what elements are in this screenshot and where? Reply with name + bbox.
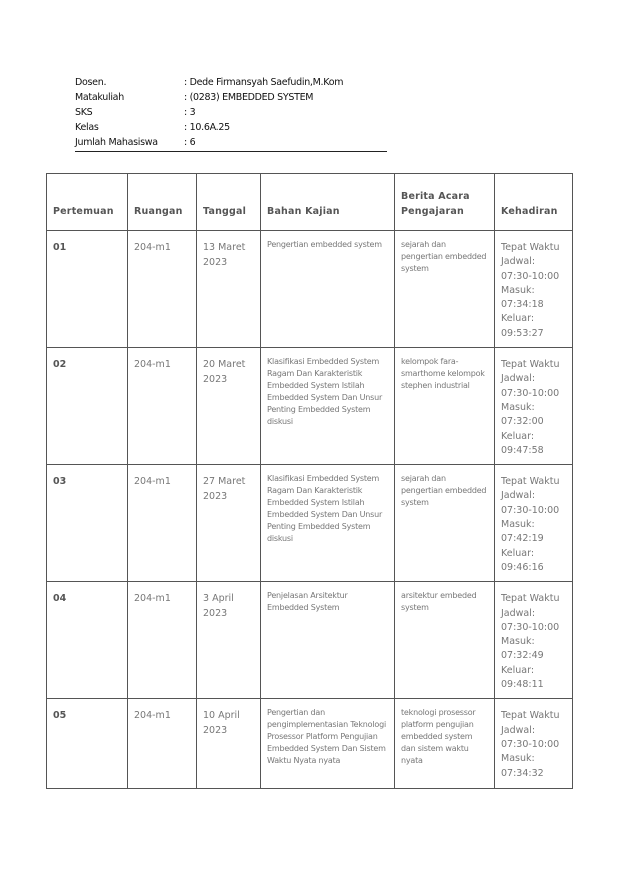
info-row-matakuliah (75, 90, 387, 105)
kehadiran-line: 07:30-10:00 (501, 387, 560, 399)
cell-kehadiran (495, 582, 573, 699)
kehadiran-line: Masuk: (501, 401, 535, 413)
info-value: : 3 (184, 107, 196, 118)
header-ruangan: Ruangan (128, 174, 197, 231)
cell-kehadiran (495, 465, 573, 582)
cell-pertemuan: 01 (47, 231, 128, 348)
header-kehadiran: Kehadiran (495, 174, 573, 231)
cell-pertemuan: 03 (47, 465, 128, 582)
kehadiran-line: 09:48:11 (501, 679, 544, 691)
cell-bahan-kajian: Penjelasan Arsitektur Embedded System (261, 582, 395, 699)
info-value: : 10.6A.25 (184, 122, 230, 133)
kehadiran-line: Tepat Waktu (501, 593, 560, 605)
table-row (47, 699, 573, 789)
kehadiran-line: Keluar: (501, 313, 535, 325)
kehadiran-line: 07:42:19 (501, 533, 544, 545)
cell-berita-acara: sejarah dan pengertian embedded system (395, 231, 495, 348)
cell-tanggal: 20 Maret 2023 (197, 348, 261, 465)
kehadiran-line: 07:30-10:00 (501, 504, 560, 516)
cell-pertemuan: 04 (47, 582, 128, 699)
kehadiran-line: 07:34:32 (501, 767, 544, 779)
cell-bahan-kajian: Klasifikasi Embedded System Ragam Dan Karakteristik Embedded System Istilah Embedded System Dan Unsur Penting Embedded System diskusi (261, 348, 395, 465)
cell-berita-acara: teknologi prosessor platform pengujian embedded system dan sistem waktu nyata (395, 699, 495, 789)
cell-ruangan: 204-m1 (128, 582, 197, 699)
cell-ruangan: 204-m1 (128, 231, 197, 348)
kehadiran-line: Jadwal: (501, 607, 536, 619)
cell-berita-acara: sejarah dan pengertian embedded system (395, 465, 495, 582)
table-row (47, 348, 573, 465)
kehadiran-line: 09:47:58 (501, 444, 544, 456)
cell-pertemuan: 02 (47, 348, 128, 465)
cell-bahan-kajian: Pengertian embedded system (261, 231, 395, 348)
table-row (47, 582, 573, 699)
info-label: Matakuliah (75, 92, 124, 103)
cell-kehadiran (495, 348, 573, 465)
kehadiran-line: Tepat Waktu (501, 476, 560, 488)
cell-ruangan: 204-m1 (128, 699, 197, 789)
table-header-row (47, 174, 573, 231)
kehadiran-line: Jadwal: (501, 724, 536, 736)
table-row (47, 465, 573, 582)
header-bahan-kajian: Bahan Kajian (261, 174, 395, 231)
kehadiran-line: Masuk: (501, 519, 535, 531)
kehadiran-line: Keluar: (501, 430, 535, 442)
kehadiran-line: 07:30-10:00 (501, 270, 560, 282)
cell-bahan-kajian: Klasifikasi Embedded System Ragam Dan Karakteristik Embedded System Istilah Embedded System Dan Unsur Penting Embedded System diskusi (261, 465, 395, 582)
cell-ruangan: 204-m1 (128, 348, 197, 465)
kehadiran-line: Masuk: (501, 284, 535, 296)
kehadiran-line: Masuk: (501, 753, 535, 765)
kehadiran-line: Tepat Waktu (501, 242, 560, 253)
kehadiran-line: Tepat Waktu (501, 710, 560, 722)
cell-ruangan: 204-m1 (128, 465, 197, 582)
attendance-table (46, 173, 573, 789)
cell-berita-acara: arsitektur embeded system (395, 582, 495, 699)
kehadiran-line: Keluar: (501, 547, 535, 559)
info-row-dosen (75, 75, 387, 90)
kehadiran-line: Jadwal: (501, 256, 536, 268)
kehadiran-line: 07:34:18 (501, 299, 544, 311)
kehadiran-line: 09:53:27 (501, 327, 544, 339)
info-label: Jumlah Mahasiswa (75, 137, 158, 148)
cell-kehadiran (495, 699, 573, 789)
cell-pertemuan: 05 (47, 699, 128, 789)
cell-bahan-kajian: Pengertian dan pengimplementasian Teknologi Prosessor Platform Pengujian Embedded System Dan Sistem Waktu Nyata nyata (261, 699, 395, 789)
cell-tanggal: 10 April 2023 (197, 699, 261, 789)
info-label: Kelas (75, 122, 99, 133)
kehadiran-line: 07:32:49 (501, 650, 544, 662)
cell-tanggal: 13 Maret 2023 (197, 231, 261, 348)
info-label: SKS (75, 107, 93, 118)
header-pertemuan: Pertemuan (47, 174, 128, 231)
kehadiran-line: Masuk: (501, 636, 535, 648)
cell-tanggal: 27 Maret 2023 (197, 465, 261, 582)
info-value: : 6 (184, 137, 196, 148)
cell-berita-acara: kelompok fara-smarthome kelompok stephen industrial (395, 348, 495, 465)
kehadiran-line: 07:30-10:00 (501, 621, 560, 633)
info-row-jumlah-mahasiswa (75, 135, 387, 150)
kehadiran-line: 09:46:16 (501, 561, 544, 573)
info-value: : Dede Firmansyah Saefudin,M.Kom (184, 77, 344, 88)
table-row (47, 231, 573, 348)
info-row-sks (75, 105, 387, 120)
info-row-kelas (75, 120, 387, 135)
course-info (75, 75, 387, 152)
info-label: Dosen. (75, 77, 107, 88)
kehadiran-line: Jadwal: (501, 373, 536, 385)
kehadiran-line: Jadwal: (501, 490, 536, 502)
kehadiran-line: 07:32:00 (501, 416, 544, 428)
cell-kehadiran (495, 231, 573, 348)
header-tanggal: Tanggal (197, 174, 261, 231)
cell-tanggal: 3 April 2023 (197, 582, 261, 699)
kehadiran-line: 07:30-10:00 (501, 738, 560, 750)
info-value: : (0283) EMBEDDED SYSTEM (184, 92, 314, 103)
kehadiran-line: Keluar: (501, 664, 535, 676)
kehadiran-line: Tepat Waktu (501, 359, 560, 371)
header-berita-acara: Berita Acara Pengajaran (395, 174, 495, 231)
